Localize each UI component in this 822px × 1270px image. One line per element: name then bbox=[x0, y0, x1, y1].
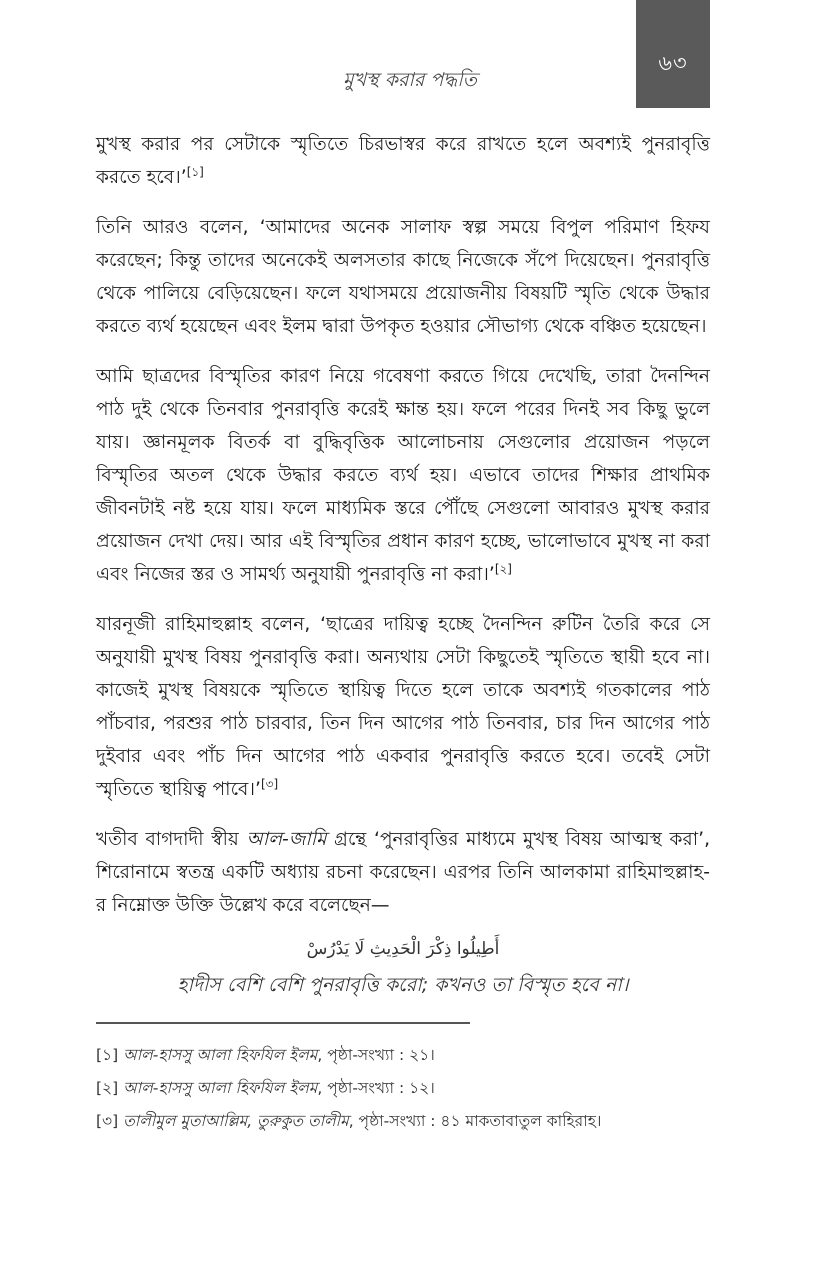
page-number-tab bbox=[636, 0, 710, 108]
body-text bbox=[96, 128, 710, 1001]
page-number: ৬৩ bbox=[658, 51, 688, 75]
footnote-ref-1[interactable]: [১] bbox=[186, 164, 204, 179]
footnote-2: [২] আল-হাসসু আলা হিফযিল ইলম, পৃষ্ঠা-সংখ্যা : ১২। bbox=[96, 1079, 435, 1097]
arabic-quote: أَطِيلُوا ذِكْرَ الْحَدِيثِ لَا يَدْرُسْ bbox=[306, 939, 500, 959]
footnote-3: [৩] তালীমুল মুতাআল্লিম, তুরুকুত তালীম, পৃষ্ঠা-সংখ্যা : ৪১ মাকতাবাতুল কাহিরাহ। bbox=[96, 1112, 602, 1130]
paragraph-5: খতীব বাগদাদী স্বীয় আল-জামি গ্রন্থে ‘পুনরাবৃত্তির মাধ্যমে মুখস্থ বিষয় আত্মস্থ করা’, শিরোনামে স্বতন্ত্র একটি অধ্যায় রচনা করেছেন। এরপর তিনি আলকামা রাহিমাহুল্লাহ-র নিম্নোক্ত উক্তি উল্লেখ করে বলেছেন— bbox=[96, 829, 710, 916]
footnote-ref-2[interactable]: [২] bbox=[494, 561, 512, 576]
paragraph-1: মুখস্থ করার পর সেটাকে স্মৃতিতে চিরভাস্বর করে রাখতে হলে অবশ্যই পুনরাবৃত্তি করতে হবে।’[১] bbox=[96, 134, 710, 188]
paragraph-4: যারনূজী রাহিমাহুল্লাহ বলেন, ‘ছাত্রের দায়িত্ব হচ্ছে দৈনন্দিন রুটিন তৈরি করে সে অনুযায়ী মুখস্থ বিষয় পুনরাবৃত্তি করা। অন্যথায় সেটা কিছুতেই স্মৃতিতে স্থায়ী হবে না। কাজেই মুখস্থ বিষয়কে স্মৃতিতে স্থায়িত্ব দিতে হলে তাকে অবশ্যই গতকালের পাঠ পাঁচবার, পরশুর পাঠ চারবার, তিন দিন আগের পাঠ তিনবার, চার দিন আগের পাঠ দুইবার এবং পাঁচ দিন আগের পাঠ একবার পুনরাবৃত্তি করতে হবে। তবেই সেটা স্মৃতিতে স্থায়িত্ব পাবে।’[৩] bbox=[96, 614, 710, 800]
quote-translation: হাদীস বেশি বেশি পুনরাবৃত্তি করো; কখনও তা বিস্মৃত হবে না। bbox=[177, 974, 629, 996]
paragraph-2: তিনি আরও বলেন, ‘আমাদের অনেক সালাফ স্বল্প সময়ে বিপুল পরিমাণ হিফয করেছেন; কিন্তু তাদের অনেকেই অলসতার কাছে নিজেকে সঁপে দিয়েছেন। পুনরাবৃত্তি থেকে পালিয়ে বেড়িয়েছেন। ফলে যথাসময়ে প্রয়োজনীয় বিষয়টি স্মৃতি থেকে উদ্ধার করতে ব্যর্থ হয়েছেন এবং ইলম দ্বারা উপকৃত হওয়ার সৌভাগ্য থেকে বঞ্চিত হয়েছেন। bbox=[96, 217, 710, 337]
book-title: আল-জামি bbox=[246, 829, 327, 850]
footnotes bbox=[96, 1044, 710, 1143]
footnote-1: [১] আল-হাসসু আলা হিফযিল ইলম, পৃষ্ঠা-সংখ্যা : ২১। bbox=[96, 1046, 435, 1064]
paragraph-3: আমি ছাত্রদের বিস্মৃতির কারণ নিয়ে গবেষণা করতে গিয়ে দেখেছি, তারা দৈনন্দিন পাঠ দুই থেকে তিনবার পুনরাবৃত্তি করেই ক্ষান্ত হয়। ফলে পরের দিনই সব কিছু ভুলে যায়। জ্ঞানমূলক বিতর্ক বা বুদ্ধিবৃত্তিক আলোচনায় সেগুলোর প্রয়োজন পড়লে বিস্মৃতির অতল থেকে উদ্ধার করতে ব্যর্থ হয়। এভাবে তাদের শিক্ষার প্রাথমিক জীবনটাই নষ্ট হয়ে যায়। ফলে মাধ্যমিক স্তরে পৌঁছে সেগুলো আবারও মুখস্থ করার প্রয়োজন দেখা দেয়। আর এই বিস্মৃতির প্রধান কারণ হচ্ছে, ভালোভাবে মুখস্থ না করা এবং নিজের স্তর ও সামর্থ্য অনুযায়ী পুনরাবৃত্তি না করা।’[২] bbox=[96, 366, 710, 585]
running-title: মুখস্থ করার পদ্ধতি bbox=[343, 69, 477, 91]
footnote-divider bbox=[96, 1022, 470, 1024]
footnote-ref-3[interactable]: [৩] bbox=[260, 776, 279, 791]
